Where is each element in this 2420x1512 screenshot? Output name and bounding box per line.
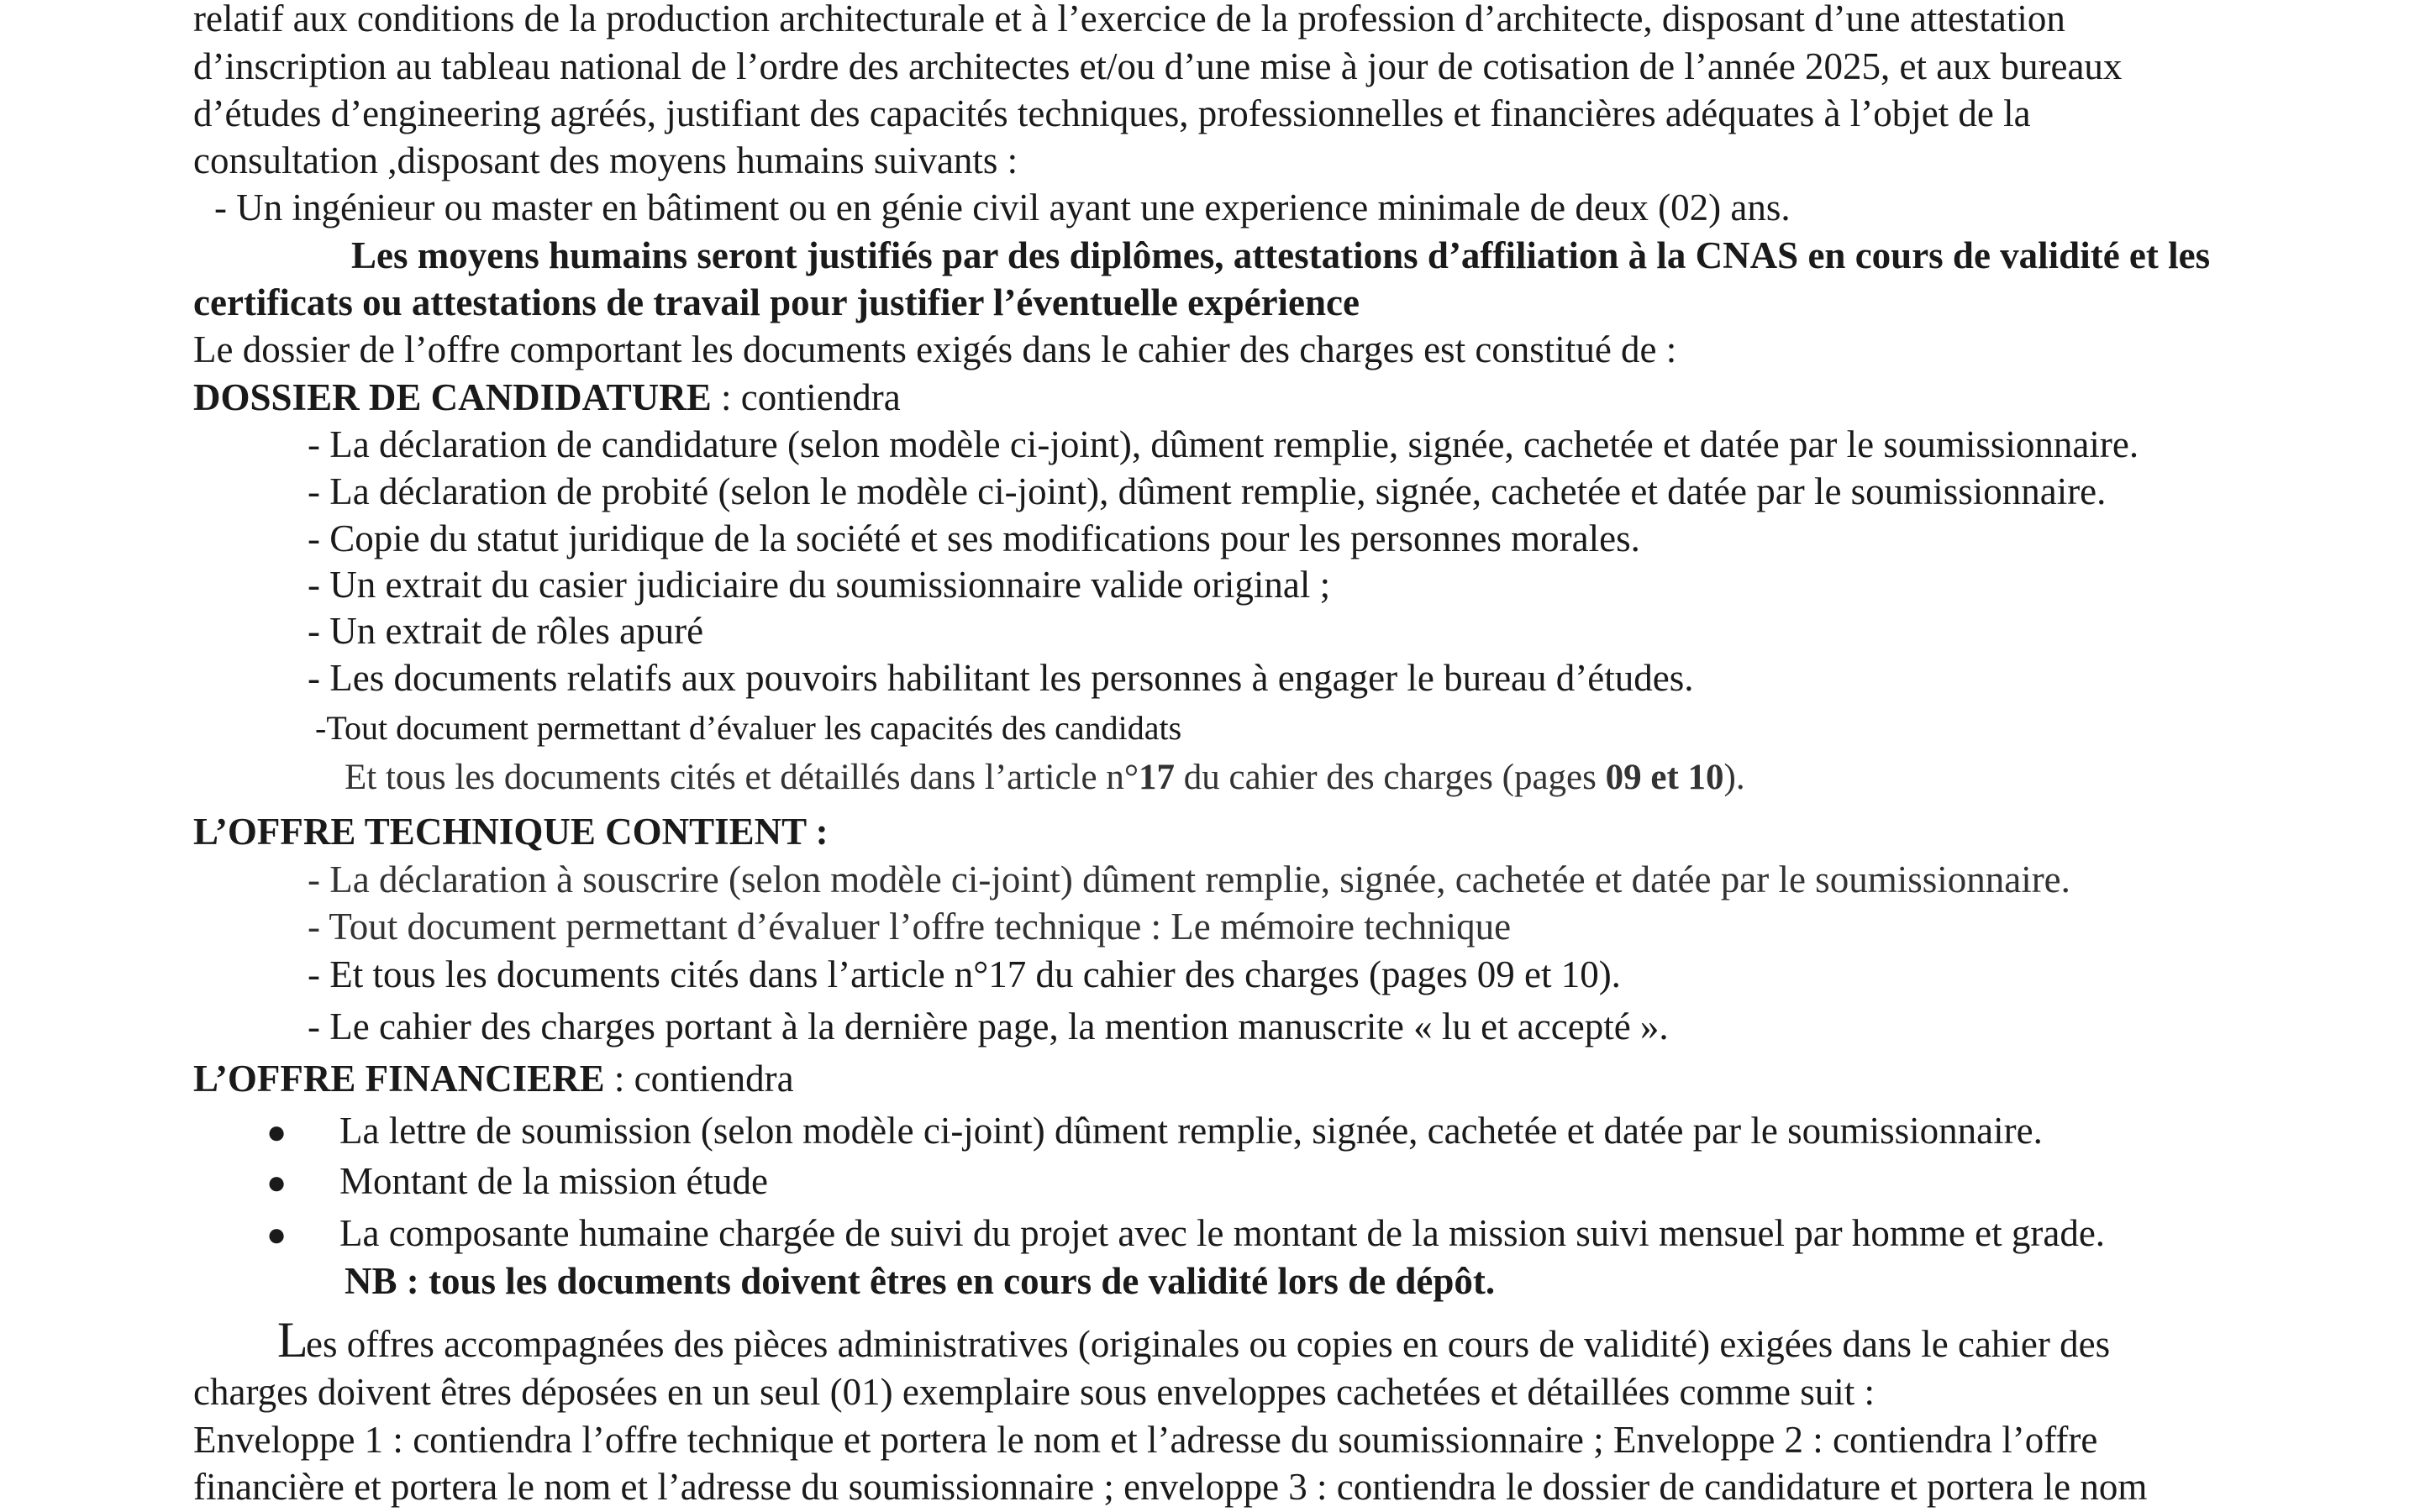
closing-line-2: charges doivent êtres déposées en un seul (01) exemplaire sous enveloppes cachetées et détaillées comme suit :	[193, 1371, 1875, 1413]
financiere-nb: NB : tous les documents doivent êtres en cours de validité lors de dépôt.	[345, 1260, 1496, 1302]
candidature-item-6: - Les documents relatifs aux pouvoirs habilitant les personnes à engager le bureau d’études.	[308, 657, 1694, 699]
candidature-heading-suffix: : contiendra	[711, 376, 901, 418]
candidature-item-2: - La déclaration de probité (selon le modèle ci-joint), dûment remplie, signée, cachetée et datée par le soumissionnaire.	[308, 470, 2107, 512]
financiere-item-2: Montant de la mission étude	[339, 1160, 768, 1202]
candidature-extra-2	[345, 759, 1745, 795]
candidature-heading: DOSSIER DE CANDIDATURE	[193, 376, 712, 418]
candidature-item-1: - La déclaration de candidature (selon modèle ci-joint), dûment remplie, signée, cachetée et datée par le soumissionnaire.	[308, 423, 2139, 465]
bullet-icon: ●	[266, 1215, 287, 1253]
candidature-extra-1: -Tout document permettant d’évaluer les capacités des candidats	[315, 709, 1182, 747]
candidature-item-5: - Un extrait de rôles apuré	[308, 610, 704, 652]
extra2-article-number: 17	[1139, 758, 1176, 797]
intro-line-5: - Un ingénieur ou master en bâtiment ou en génie civil ayant une experience minimale de deux (02) ans.	[214, 186, 1791, 228]
justification-line-1: Les moyens humains seront justifiés par des diplômes, attestations d’affiliation à la CNAS en cours de validité et les	[351, 234, 2211, 276]
justification-line-2: certificats ou attestations de travail pour justifier l’éventuelle expérience	[193, 281, 1360, 323]
extra2-end: ).	[1723, 758, 1745, 797]
technique-item-3: - Et tous les documents cités dans l’article n°17 du cahier des charges (pages 09 et 10).	[308, 953, 1621, 995]
closing-line-1: es offres accompagnées des pièces administratives (originales ou copies en cours de validité) exigées dans le cahier des	[306, 1323, 2111, 1365]
closing-dropcap: L	[277, 1312, 308, 1368]
intro-line-4: consultation ,disposant des moyens humains suivants :	[193, 139, 1018, 181]
financiere-heading-suffix: : contiendra	[604, 1058, 794, 1100]
candidature-heading-line	[193, 376, 901, 418]
technique-item-1: - La déclaration à souscrire (selon modèle ci-joint) dûment remplie, signée, cachetée et datée par le soumissionnaire.	[308, 858, 2070, 900]
closing-line-4: financière et portera le nom et l’adresse du soumissionnaire ; enveloppe 3 : contiendra le dossier de candidature et portera le nom	[193, 1466, 2148, 1508]
candidature-item-4: - Un extrait du casier judiciaire du soumissionnaire valide original ;	[308, 564, 1331, 606]
financiere-item-1: La lettre de soumission (selon modèle ci-joint) dûment remplie, signée, cachetée et datée par le soumissionnaire.	[339, 1110, 2043, 1152]
intro-line-2: d’inscription au tableau national de l’ordre des architectes et/ou d’une mise à jour de cotisation de l’année 2025, et aux bureaux	[193, 45, 2123, 87]
technique-heading: L’OFFRE TECHNIQUE CONTIENT :	[193, 811, 829, 853]
financiere-heading: L’OFFRE FINANCIERE	[193, 1058, 605, 1100]
candidature-item-3: - Copie du statut juridique de la société et ses modifications pour les personnes morales.	[308, 517, 1640, 559]
extra2-mid: du cahier des charges (pages	[1175, 758, 1606, 797]
technique-item-4: - Le cahier des charges portant à la dernière page, la mention manuscrite « lu et accepté ».	[308, 1005, 1669, 1047]
extra2-pre: Et tous les documents cités et détaillés dans l’article n°	[345, 758, 1139, 797]
financiere-item-3: La composante humaine chargée de suivi du projet avec le montant de la mission suivi mensuel par homme et grade.	[339, 1212, 2106, 1254]
dossier-intro: Le dossier de l’offre comportant les documents exigés dans le cahier des charges est constitué de :	[193, 328, 1677, 370]
closing-line-3: Enveloppe 1 : contiendra l’offre technique et portera le nom et l’adresse du soumissionnaire ; Enveloppe 2 : contiendra l’offre	[193, 1419, 2098, 1461]
intro-line-1: relatif aux conditions de la production architecturale et à l’exercice de la profession d’architecte, disposant d’une attestation	[193, 0, 2065, 39]
bullet-icon: ●	[266, 1163, 287, 1201]
intro-line-3: d’études d’engineering agréés, justifiant des capacités techniques, professionnelles et financières adéquates à l’objet de la	[193, 92, 2031, 134]
extra2-pages: 09 et 10	[1605, 758, 1724, 797]
bullet-icon: ●	[266, 1113, 287, 1151]
financiere-heading-line	[193, 1060, 794, 1098]
technique-item-2: - Tout document permettant d’évaluer l’offre technique : Le mémoire technique	[308, 906, 1512, 948]
